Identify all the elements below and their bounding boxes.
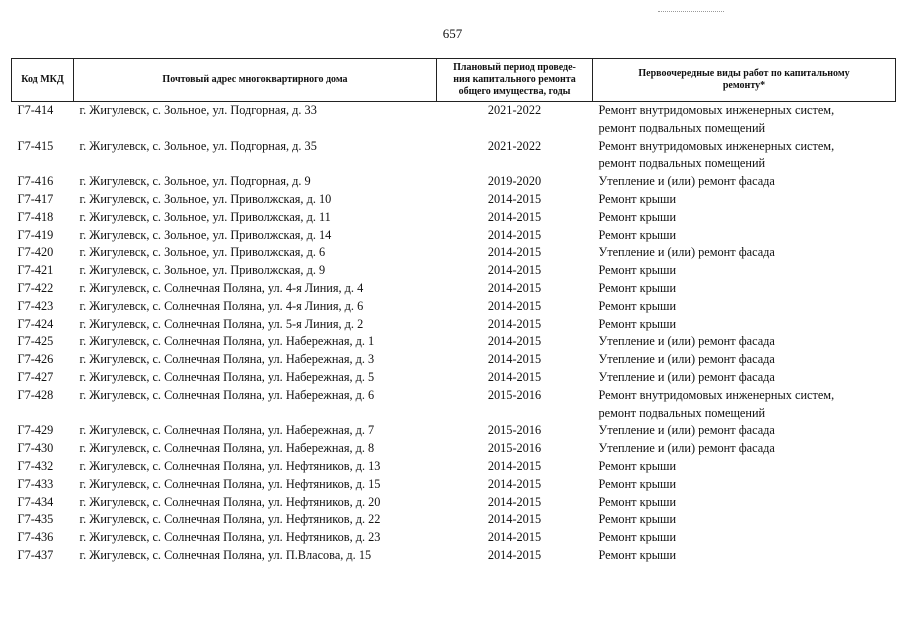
priority-works-line: Ремонт крыши: [598, 263, 677, 278]
priority-works: [593, 138, 896, 174]
repair-period: 2014-2015: [487, 191, 542, 206]
table-row: [12, 494, 896, 512]
header-period-line: Плановый период проведе-: [453, 62, 576, 73]
mkd-code: Г7-423: [17, 298, 54, 313]
repair-period: 2014-2015: [487, 512, 542, 527]
mkd-code: Г7-419: [17, 227, 54, 242]
table-row: [12, 529, 896, 547]
table-row: [12, 369, 896, 387]
priority-works: [593, 476, 896, 494]
mkd-code: Г7-433: [17, 476, 54, 491]
repair-period: 2014-2015: [487, 280, 542, 295]
mkd-code: Г7-417: [17, 191, 54, 206]
priority-works: [593, 173, 896, 191]
table-body: [12, 102, 896, 565]
priority-works-line: Утепление и (или) ремонт фасада: [598, 352, 775, 367]
priority-works: [593, 511, 896, 529]
priority-works-line: Ремонт крыши: [598, 476, 677, 491]
priority-works: [593, 244, 896, 262]
table-row: [12, 458, 896, 476]
postal-address: г. Жигулевск, с. Зольное, ул. Подгорная, д. 9: [79, 174, 311, 189]
postal-address: г. Жигулевск, с. Солнечная Поляна, ул. Набережная, д. 8: [79, 441, 375, 456]
priority-works: [593, 333, 896, 351]
header-address: Почтовый адрес многоквартирного дома: [74, 59, 437, 102]
scan-mark: [658, 11, 724, 12]
repair-period: 2014-2015: [487, 369, 542, 384]
table-row: [12, 191, 896, 209]
repair-period: 2014-2015: [487, 476, 542, 491]
mkd-code: Г7-426: [17, 352, 54, 367]
mkd-code: Г7-434: [17, 494, 54, 509]
table-row: [12, 511, 896, 529]
priority-works-line: Ремонт крыши: [598, 280, 677, 295]
table-row: [12, 138, 896, 174]
table-row: [12, 387, 896, 423]
priority-works: [593, 298, 896, 316]
priority-works: [593, 529, 896, 547]
priority-works-line: Ремонт крыши: [598, 494, 677, 509]
priority-works-line: Ремонт крыши: [598, 209, 677, 224]
priority-works: [593, 547, 896, 565]
priority-works: [593, 262, 896, 280]
repair-period: 2014-2015: [487, 530, 542, 545]
priority-works: [593, 369, 896, 387]
priority-works-line: ремонт подвальных помещений: [598, 405, 766, 420]
priority-works-line: Ремонт внутридомовых инженерных систем,: [598, 138, 835, 153]
priority-works-line: Ремонт внутридомовых инженерных систем,: [598, 387, 835, 402]
priority-works-line: Ремонт крыши: [598, 191, 677, 206]
table-row: [12, 440, 896, 458]
mkd-code: Г7-435: [17, 512, 54, 527]
mkd-code: Г7-416: [17, 174, 54, 189]
postal-address: г. Жигулевск, с. Солнечная Поляна, ул. Набережная, д. 1: [79, 334, 375, 349]
mkd-code: Г7-425: [17, 334, 54, 349]
priority-works-line: Утепление и (или) ремонт фасада: [598, 174, 775, 189]
repair-period: 2014-2015: [487, 298, 542, 313]
table-row: [12, 547, 896, 565]
mkd-code: Г7-429: [17, 423, 54, 438]
table-row: [12, 333, 896, 351]
priority-works-line: Ремонт крыши: [598, 227, 677, 242]
mkd-code: Г7-432: [17, 458, 54, 473]
repair-period: 2014-2015: [487, 209, 542, 224]
postal-address: г. Жигулевск, с. Солнечная Поляна, ул. Нефтяников, д. 20: [79, 494, 381, 509]
priority-works-line: Утепление и (или) ремонт фасада: [598, 334, 775, 349]
table-header-row: [12, 59, 896, 102]
mkd-code: Г7-430: [17, 441, 54, 456]
postal-address: г. Жигулевск, с. Солнечная Поляна, ул. Нефтяников, д. 15: [79, 476, 381, 491]
priority-works-line: Ремонт крыши: [598, 458, 677, 473]
postal-address: г. Жигулевск, с. Зольное, ул. Приволжская, д. 6: [79, 245, 326, 260]
repair-period: 2014-2015: [487, 227, 542, 242]
table-row: [12, 227, 896, 245]
postal-address: г. Жигулевск, с. Солнечная Поляна, ул. Нефтяников, д. 13: [79, 458, 381, 473]
mkd-code: Г7-428: [17, 387, 54, 402]
priority-works-line: Утепление и (или) ремонт фасада: [598, 369, 775, 384]
mkd-code: Г7-421: [17, 263, 54, 278]
mkd-code: Г7-414: [17, 103, 54, 117]
table-row: [12, 209, 896, 227]
postal-address: г. Жигулевск, с. Зольное, ул. Приволжская, д. 9: [79, 263, 326, 278]
priority-works: [593, 458, 896, 476]
priority-works: [593, 440, 896, 458]
priority-works-line: ремонт подвальных помещений: [598, 156, 766, 171]
postal-address: г. Жигулевск, с. Солнечная Поляна, ул. П.Власова, д. 15: [79, 547, 372, 562]
repair-period: 2014-2015: [487, 334, 542, 349]
postal-address: г. Жигулевск, с. Зольное, ул. Подгорная, д. 35: [79, 138, 317, 153]
mkd-code: Г7-415: [17, 138, 54, 153]
header-works: [593, 59, 896, 102]
postal-address: г. Жигулевск, с. Солнечная Поляна, ул. Набережная, д. 3: [79, 352, 375, 367]
priority-works-line: Ремонт крыши: [598, 298, 677, 313]
repair-period: 2021-2022: [487, 103, 542, 117]
repair-period: 2019-2020: [487, 174, 542, 189]
priority-works-line: Утепление и (или) ремонт фасада: [598, 245, 775, 260]
repair-period: 2021-2022: [487, 138, 542, 153]
repair-period: 2014-2015: [487, 316, 542, 331]
mkd-code: Г7-437: [17, 547, 54, 562]
priority-works-line: Ремонт крыши: [598, 530, 677, 545]
mkd-code: Г7-436: [17, 530, 54, 545]
priority-works-line: Ремонт крыши: [598, 512, 677, 527]
table-row: [12, 244, 896, 262]
header-works-line: Первоочередные виды работ по капитальному: [638, 68, 850, 79]
postal-address: г. Жигулевск, с. Солнечная Поляна, ул. Нефтяников, д. 23: [79, 530, 381, 545]
repair-schedule-table: [11, 58, 896, 565]
repair-period: 2014-2015: [487, 494, 542, 509]
priority-works-line: Ремонт крыши: [598, 547, 677, 562]
mkd-code: Г7-418: [17, 209, 54, 224]
priority-works: [593, 351, 896, 369]
repair-period: 2014-2015: [487, 547, 542, 562]
table-row: [12, 422, 896, 440]
page-number: 657: [442, 26, 463, 41]
mkd-code: Г7-422: [17, 280, 54, 295]
priority-works: [593, 227, 896, 245]
repair-period: 2014-2015: [487, 458, 542, 473]
priority-works: [593, 316, 896, 334]
header-code: Код МКД: [12, 59, 74, 102]
priority-works-line: ремонт подвальных помещений: [598, 120, 766, 135]
repair-period: 2015-2016: [487, 423, 542, 438]
priority-works: [593, 494, 896, 512]
header-period-line: общего имущества, годы: [458, 86, 571, 97]
postal-address: г. Жигулевск, с. Солнечная Поляна, ул. 4-я Линия, д. 4: [79, 280, 364, 295]
postal-address: г. Жигулевск, с. Солнечная Поляна, ул. Набережная, д. 5: [79, 369, 375, 384]
table-row: [12, 316, 896, 334]
repair-period: 2015-2016: [487, 441, 542, 456]
repair-period: 2014-2015: [487, 263, 542, 278]
priority-works-line: Ремонт крыши: [598, 316, 677, 331]
mkd-code: Г7-420: [17, 245, 54, 260]
table-row: [12, 298, 896, 316]
table-row: [12, 476, 896, 494]
postal-address: г. Жигулевск, с. Солнечная Поляна, ул. 4-я Линия, д. 6: [79, 298, 364, 313]
postal-address: г. Жигулевск, с. Солнечная Поляна, ул. 5-я Линия, д. 2: [79, 316, 364, 331]
priority-works: [593, 422, 896, 440]
repair-period: 2014-2015: [487, 352, 542, 367]
postal-address: г. Жигулевск, с. Солнечная Поляна, ул. Нефтяников, д. 22: [79, 512, 381, 527]
priority-works: [593, 280, 896, 298]
postal-address: г. Жигулевск, с. Зольное, ул. Приволжская, д. 11: [79, 209, 331, 224]
postal-address: г. Жигулевск, с. Зольное, ул. Приволжская, д. 14: [79, 227, 332, 242]
header-period-line: ния капитального ремонта: [453, 74, 576, 85]
postal-address: г. Жигулевск, с. Солнечная Поляна, ул. Набережная, д. 7: [79, 423, 375, 438]
priority-works: [593, 102, 896, 138]
priority-works: [593, 209, 896, 227]
header-works-line: ремонту*: [722, 80, 766, 91]
table-row: [12, 351, 896, 369]
postal-address: г. Жигулевск, с. Зольное, ул. Подгорная, д. 33: [79, 103, 317, 117]
postal-address: г. Жигулевск, с. Зольное, ул. Приволжская, д. 10: [79, 191, 332, 206]
repair-period: 2015-2016: [487, 387, 542, 402]
table-row: [12, 173, 896, 191]
table-row: [12, 280, 896, 298]
repair-period: 2014-2015: [487, 245, 542, 260]
table-row: [12, 262, 896, 280]
priority-works-line: Ремонт внутридомовых инженерных систем,: [598, 103, 835, 117]
priority-works: [593, 387, 896, 423]
header-period: [437, 59, 593, 102]
mkd-code: Г7-424: [17, 316, 54, 331]
postal-address: г. Жигулевск, с. Солнечная Поляна, ул. Набережная, д. 6: [79, 387, 375, 402]
priority-works-line: Утепление и (или) ремонт фасада: [598, 423, 775, 438]
priority-works: [593, 191, 896, 209]
mkd-code: Г7-427: [17, 369, 54, 384]
table-row: [12, 102, 896, 138]
priority-works-line: Утепление и (или) ремонт фасада: [598, 441, 775, 456]
